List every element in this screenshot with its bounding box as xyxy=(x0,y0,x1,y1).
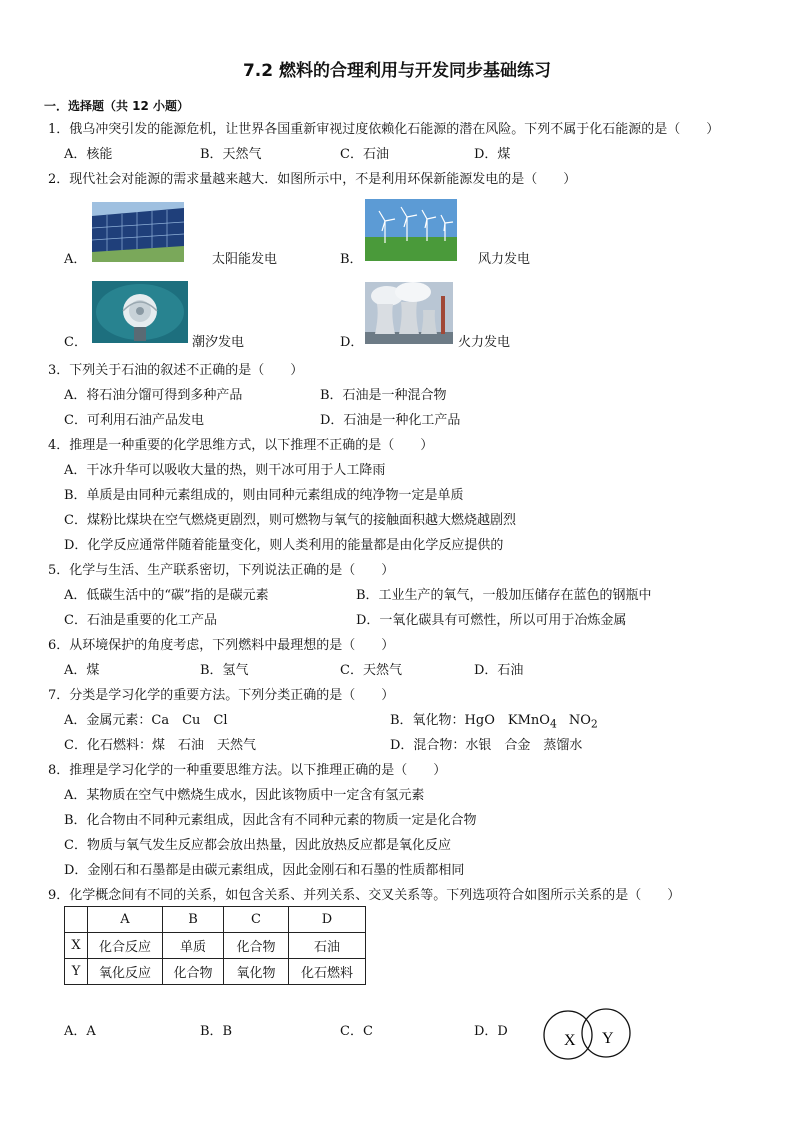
q7-option-b-text: B．氧化物：HgO KMnO xyxy=(390,713,550,728)
q4-option-c[interactable]: C．煤粉比煤块在空气燃烧更剧烈，则可燃物与氧气的接触面积越大燃烧越剧烈 xyxy=(64,513,516,528)
q7-option-a[interactable]: A．金属元素：Ca Cu Cl xyxy=(64,713,228,728)
q4-option-b[interactable]: B．单质是由同种元素组成的，则由同种元素组成的纯净物一定是单质 xyxy=(64,488,464,503)
q8-option-c[interactable]: C．物质与氧气发生反应都会放出热量，因此放热反应都是氧化反应 xyxy=(64,838,451,853)
question-3-stem: 3．下列关于石油的叙述不正确的是（ ） xyxy=(48,363,304,378)
q5-option-c[interactable]: C．石油是重要的化工产品 xyxy=(64,613,217,628)
question-4-stem: 4．推理是一种重要的化学思维方式，以下推理不正确的是（ ） xyxy=(48,438,434,453)
table-cell: 化石燃料 xyxy=(289,959,366,985)
q9-option-c[interactable]: C．C xyxy=(340,1024,373,1039)
table-row xyxy=(65,959,366,985)
table-header-cell: A xyxy=(88,907,163,933)
q1-option-d[interactable]: D．煤 xyxy=(474,147,511,162)
table-cell: 氧化反应 xyxy=(88,959,163,985)
table-header-cell: B xyxy=(163,907,224,933)
q9-option-a[interactable]: A．A xyxy=(64,1024,96,1039)
q8-option-a[interactable]: A．某物质在空气中燃烧生成水，因此该物质中一定含有氢元素 xyxy=(64,788,425,803)
q2-option-b-letter[interactable]: B． xyxy=(340,252,363,267)
q5-option-d[interactable]: D．一氧化碳具有可燃性，所以可用于冶炼金属 xyxy=(356,613,627,628)
q4-option-d[interactable]: D．化学反应通常伴随着能量变化，则人类利用的能量都是由化学反应提供的 xyxy=(64,538,504,553)
q6-option-a[interactable]: A．煤 xyxy=(64,663,100,678)
venn-label-y: Y xyxy=(602,1030,614,1047)
section-heading: 一．选择题（共 12 小题） xyxy=(44,99,190,113)
q1-option-a[interactable]: A．核能 xyxy=(64,147,113,162)
concept-relation-table xyxy=(64,906,366,985)
q8-option-d[interactable]: D．金刚石和石墨都是由碳元素组成，因此金刚石和石墨的性质都相同 xyxy=(64,863,465,878)
q1-option-b[interactable]: B．天然气 xyxy=(200,147,262,162)
table-cell: 氧化物 xyxy=(224,959,289,985)
q5-option-b[interactable]: B．工业生产的氧气，一般加压储存在蓝色的钢瓶中 xyxy=(356,588,652,603)
table-cell: X xyxy=(65,933,88,959)
solar-panel-image xyxy=(92,202,184,262)
q2-option-b-caption: 风力发电 xyxy=(478,252,531,267)
thermal-power-plant-image xyxy=(365,282,453,344)
table-header-row xyxy=(65,907,366,933)
venn-diagram xyxy=(540,1005,640,1061)
table-row xyxy=(65,933,366,959)
no2-formula: NO xyxy=(568,713,591,728)
q3-option-b[interactable]: B．石油是一种混合物 xyxy=(320,388,447,403)
question-6-stem: 6．从环境保护的角度考虑，下列燃料中最理想的是（ ） xyxy=(48,638,395,653)
q1-option-c[interactable]: C．石油 xyxy=(340,147,389,162)
table-cell: 化合物 xyxy=(163,959,224,985)
q3-option-d[interactable]: D．石油是一种化工产品 xyxy=(320,413,461,428)
q2-option-a-caption: 太阳能发电 xyxy=(212,252,278,267)
q3-option-a[interactable]: A．将石油分馏可得到多种产品 xyxy=(64,388,243,403)
q6-option-d[interactable]: D．石油 xyxy=(474,663,524,678)
table-cell: 单质 xyxy=(163,933,224,959)
q9-option-b[interactable]: B．B xyxy=(200,1024,233,1039)
table-header-cell: C xyxy=(224,907,289,933)
q2-option-c-caption: 潮汐发电 xyxy=(192,335,245,350)
question-2-stem: 2．现代社会对能源的需求量越来越大．如图所示中，不是利用环保新能源发电的是（ ） xyxy=(48,172,577,187)
table-cell: 化合反应 xyxy=(88,933,163,959)
q9-option-d[interactable]: D．D xyxy=(474,1024,508,1039)
q4-option-a[interactable]: A．干冰升华可以吸收大量的热，则干冰可用于人工降雨 xyxy=(64,463,386,478)
question-8-stem: 8．推理是学习化学的一种重要思维方法。以下推理正确的是（ ） xyxy=(48,763,447,778)
table-cell: 石油 xyxy=(289,933,366,959)
tidal-turbine-image xyxy=(92,281,188,343)
q5-option-a[interactable]: A．低碳生活中的“碳”指的是碳元素 xyxy=(64,588,269,603)
q2-option-d-caption: 火力发电 xyxy=(458,335,511,350)
q3-option-c[interactable]: C．可利用石油产品发电 xyxy=(64,413,204,428)
wind-turbine-image xyxy=(365,199,457,261)
question-5-stem: 5．化学与生活、生产联系密切，下列说法正确的是（ ） xyxy=(48,563,395,578)
page-title: 7.2 燃料的合理利用与开发同步基础练习 xyxy=(242,61,552,81)
kmno4-subscript: 4 xyxy=(549,717,557,731)
venn-label-x: X xyxy=(564,1032,576,1049)
table-header-cell: D xyxy=(289,907,366,933)
no2-subscript: 2 xyxy=(590,717,598,731)
q2-option-a-letter[interactable]: A． xyxy=(64,252,87,267)
q6-option-b[interactable]: B．氢气 xyxy=(200,663,249,678)
q2-option-c-letter[interactable]: C． xyxy=(64,335,87,350)
question-9-stem: 9．化学概念间有不同的关系，如包含关系、并列关系、交叉关系等。下列选项符合如图所示关系的是（ ） xyxy=(48,888,681,903)
q7-option-d[interactable]: D．混合物：水银 合金 蒸馏水 xyxy=(390,738,583,753)
q8-option-b[interactable]: B．化合物由不同种元素组成，因此含有不同种元素的物质一定是化合物 xyxy=(64,813,477,828)
q7-option-b[interactable] xyxy=(390,709,598,731)
table-cell: Y xyxy=(65,959,88,985)
question-1-stem: 1．俄乌冲突引发的能源危机，让世界各国重新审视过度依赖化石能源的潜在风险。下列不属于化石能源的是（ ） xyxy=(48,122,720,137)
table-header-cell xyxy=(65,907,88,933)
q6-option-c[interactable]: C．天然气 xyxy=(340,663,402,678)
question-7-stem: 7．分类是学习化学的重要方法。下列分类正确的是（ ） xyxy=(48,688,395,703)
q2-option-d-letter[interactable]: D． xyxy=(340,335,364,350)
q7-option-c[interactable]: C．化石燃料：煤 石油 天然气 xyxy=(64,738,256,753)
table-cell: 化合物 xyxy=(224,933,289,959)
